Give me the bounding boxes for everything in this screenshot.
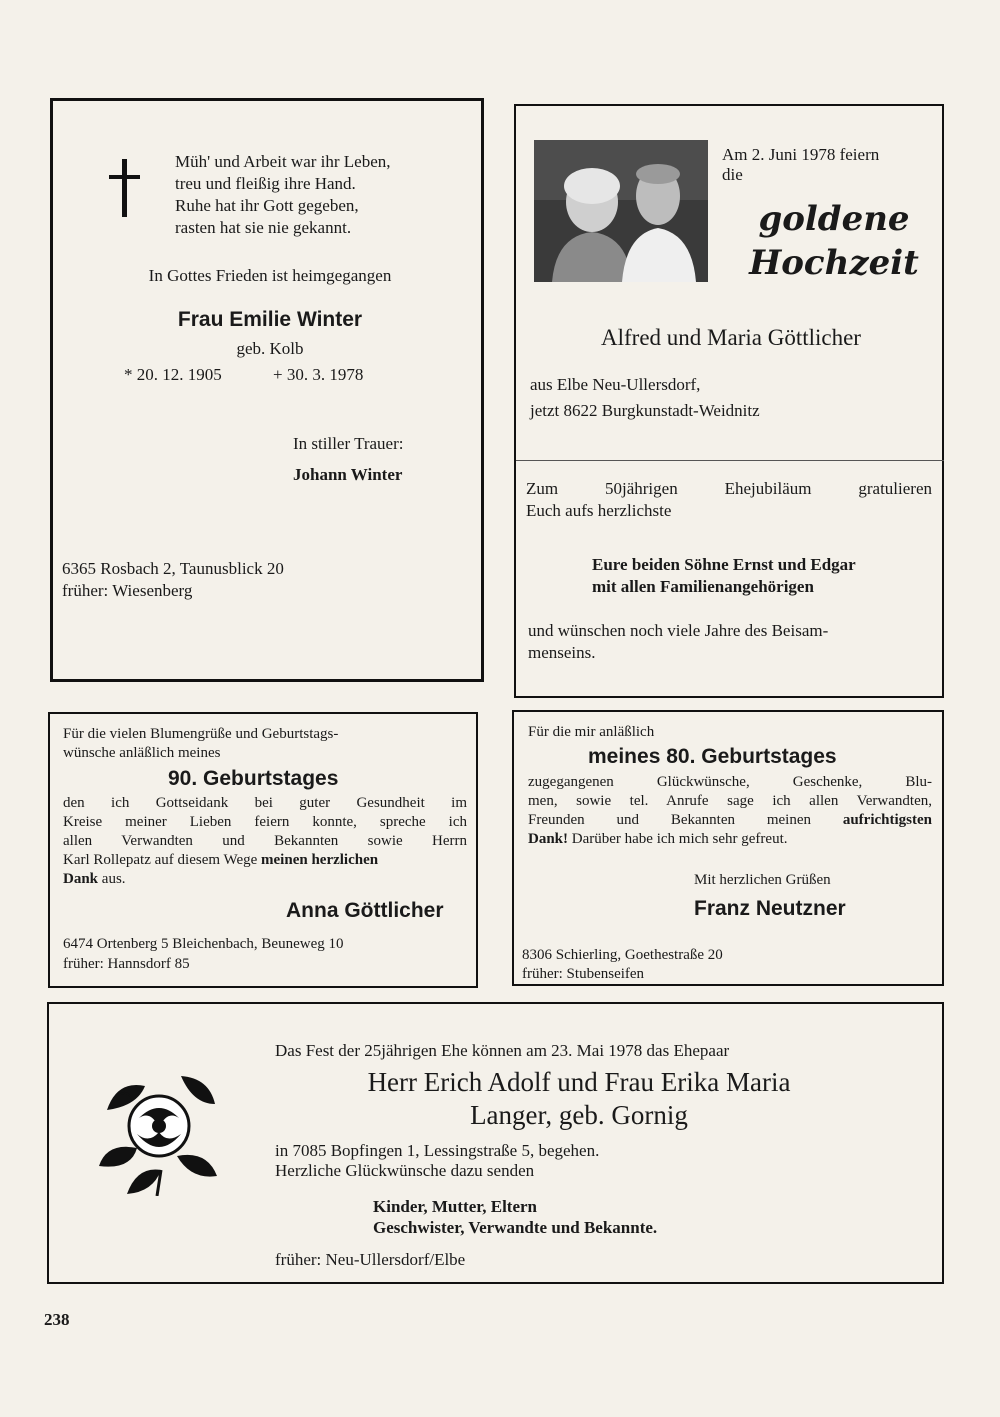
- birthday90-body: [63, 794, 467, 889]
- birthday90-heading: 90. Geburtstages: [168, 767, 339, 790]
- birthday90-body4b: meinen herzlichen: [261, 852, 379, 868]
- birthday80-body: [528, 773, 932, 849]
- born-name: geb. Kolb: [236, 339, 304, 358]
- golden-senders-line2: mit allen Familienangehörigen: [592, 577, 814, 596]
- page-number: 238: [44, 1310, 70, 1329]
- golden-wedding-notice: [514, 104, 944, 698]
- golden-congrats: [526, 478, 932, 522]
- silver-place: in 7085 Bopfingen 1, Lessingstraße 5, begehen.: [275, 1141, 600, 1160]
- death-date: + 30. 3. 1978: [273, 365, 364, 384]
- golden-divider: [516, 460, 944, 461]
- golden-congrats-line1: Zum 50jährigen Ehejubiläum gratulieren: [526, 479, 932, 498]
- golden-intro-line2: die: [722, 165, 743, 184]
- golden-current: jetzt 8622 Burgkunstadt-Weidnitz: [530, 401, 760, 420]
- birthday80-body3: [528, 811, 932, 830]
- birthday90-line1: Für die vielen Blumengrüße und Geburtstags-: [63, 726, 339, 742]
- obituary-verse: [175, 151, 485, 239]
- birthday90-body5: [63, 870, 467, 889]
- verse-line: rasten hat sie nie gekannt.: [175, 218, 352, 237]
- verse-line: treu und fleißig ihre Hand.: [175, 174, 356, 193]
- golden-heading-line1: goldene: [758, 199, 910, 239]
- birthday90-body4: [63, 851, 467, 870]
- birthday80-body3a: Freunden und Bekannten meinen: [528, 812, 843, 828]
- birthday80-greeting: Mit herzlichen Grüßen: [694, 872, 831, 888]
- cross-icon-bar: [109, 175, 140, 179]
- obituary-address: 6365 Rosbach 2, Taunusblick 20: [62, 559, 284, 578]
- golden-wishes: [528, 620, 934, 664]
- birthday90-body3: allen Verwandten und Bekannten sowie Herrn: [63, 833, 467, 849]
- birthday80-body2: men, sowie tel. Anrufe sage ich allen Verwandten,: [528, 793, 932, 809]
- silver-couple-line1: Herr Erich Adolf und Frau Erika Maria: [367, 1067, 791, 1097]
- verse-line: Ruhe hat ihr Gott gegeben,: [175, 196, 359, 215]
- birthday90-notice: [48, 712, 478, 988]
- silver-senders-line2: Geschwister, Verwandte und Bekannte.: [373, 1218, 658, 1237]
- birthday80-body4a: Dank!: [528, 831, 569, 847]
- cross-icon: [122, 159, 127, 217]
- birthday80-notice: [512, 710, 944, 986]
- golden-congrats-line2: Euch aufs herzlichste: [526, 501, 672, 520]
- golden-senders-line1: Eure beiden Söhne Ernst und Edgar: [592, 555, 856, 574]
- birthday80-body4b: Darüber habe ich mich sehr gefreut.: [568, 831, 788, 847]
- golden-heading-line2: Hochzeit: [749, 243, 919, 283]
- birthday80-body3b: aufrichtigsten: [842, 812, 932, 828]
- deceased-name: Frau Emilie Winter: [177, 308, 363, 331]
- rose-icon: [97, 1070, 219, 1196]
- couple-photo-graphic: [534, 140, 708, 282]
- birthday90-address: 6474 Ortenberg 5 Bleichenbach, Beuneweg 10: [63, 936, 344, 952]
- birthday90-line2: wünsche anläßlich meines: [63, 745, 221, 761]
- golden-wishes-line1: und wünschen noch viele Jahre des Beisam-: [528, 621, 829, 640]
- birthday80-heading: meines 80. Geburtstages: [588, 745, 837, 768]
- birthday80-former: früher: Stubenseifen: [522, 966, 645, 982]
- birthday90-body2: Kreise meiner Lieben feiern konnte, spreche ich: [63, 814, 467, 830]
- birthday80-body4: [528, 830, 932, 849]
- verse-line: Müh' und Arbeit war ihr Leben,: [175, 152, 391, 171]
- obituary-notice: [50, 98, 484, 682]
- rose-icon-graphic: [97, 1070, 219, 1196]
- mourning-label: In stiller Trauer:: [293, 434, 404, 453]
- golden-wishes-line2: menseins.: [528, 643, 596, 662]
- birthday80-address: 8306 Schierling, Goethestraße 20: [522, 947, 723, 963]
- silver-former: früher: Neu-Ullersdorf/Elbe: [275, 1250, 466, 1269]
- silver-senders-line1: Kinder, Mutter, Eltern: [373, 1197, 538, 1216]
- silver-intro: Das Fest der 25jährigen Ehe können am 23. Mai 1978 das Ehepaar: [275, 1041, 730, 1060]
- birth-date: * 20. 12. 1905: [124, 365, 222, 384]
- golden-origin: aus Elbe Neu-Ullersdorf,: [530, 375, 701, 394]
- golden-couple: Alfred und Maria Göttlicher: [601, 325, 861, 350]
- couple-photo: [534, 140, 708, 282]
- birthday80-name: Franz Neutzner: [694, 897, 846, 920]
- mourner-name: Johann Winter: [293, 465, 403, 484]
- silver-wishes: Herzliche Glückwünsche dazu senden: [275, 1161, 535, 1180]
- obituary-intro: In Gottes Frieden ist heimgegangen: [148, 266, 392, 285]
- silver-couple-line2: Langer, geb. Gornig: [470, 1100, 688, 1130]
- birthday80-body1: zugegangenen Glückwünsche, Geschenke, Blu-: [528, 774, 932, 790]
- silver-wedding-notice: [47, 1002, 944, 1284]
- birthday90-former: früher: Hannsdorf 85: [63, 956, 190, 972]
- birthday90-body5a: Dank: [63, 871, 99, 887]
- birthday90-body1: den ich Gottseidank bei guter Gesundheit im: [63, 795, 467, 811]
- birthday80-line1: Für die mir anläßlich: [528, 724, 655, 740]
- birthday90-body5b: aus.: [98, 871, 126, 887]
- golden-intro-line1: Am 2. Juni 1978 feiern: [722, 145, 880, 164]
- birthday90-body4a: Karl Rollepatz auf diesem Wege: [63, 852, 262, 868]
- birthday90-name: Anna Göttlicher: [286, 899, 444, 922]
- obituary-former: früher: Wiesenberg: [62, 581, 193, 600]
